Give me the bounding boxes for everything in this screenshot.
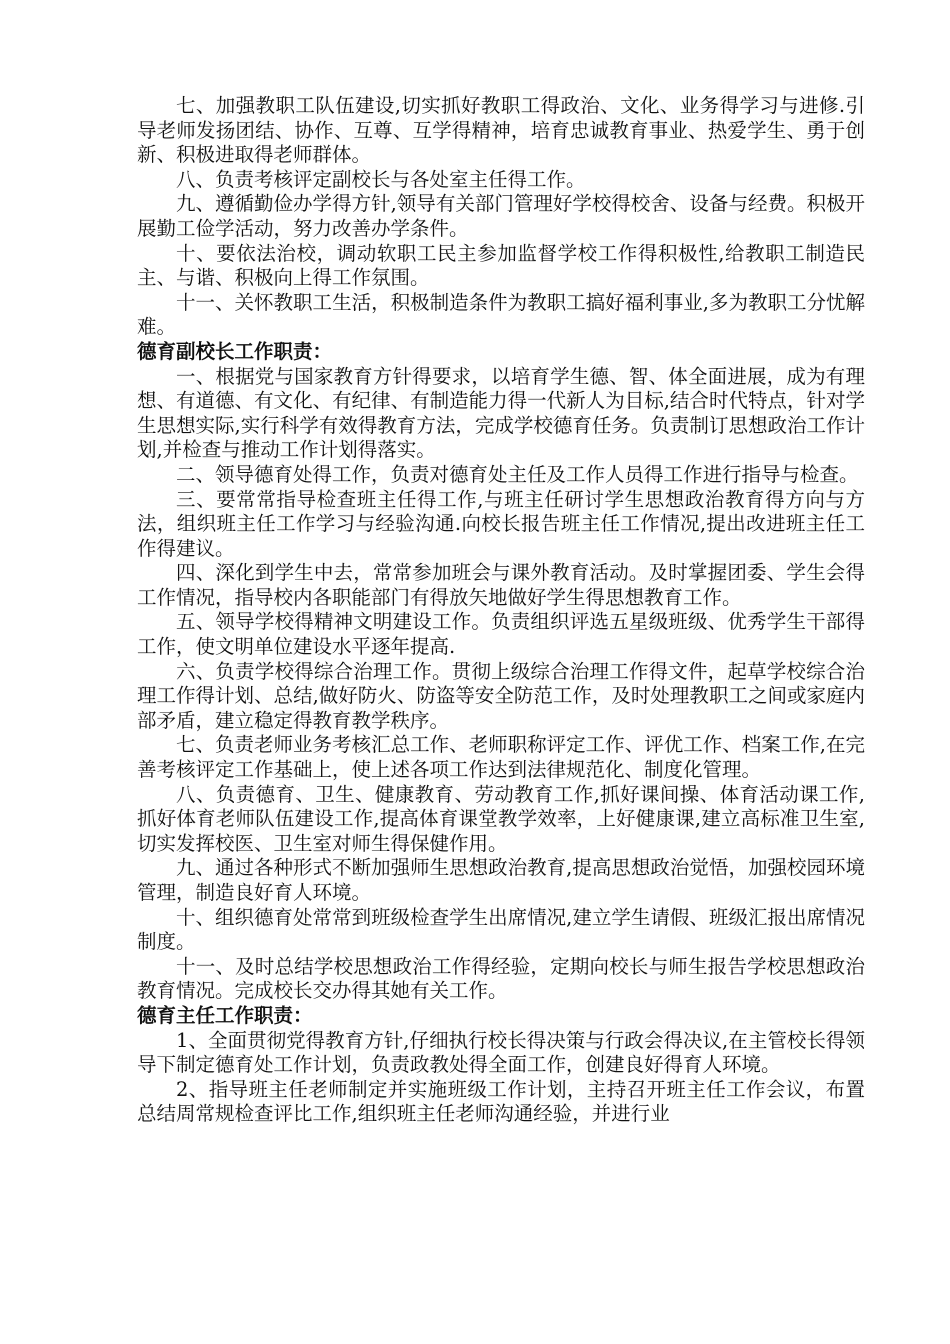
document-page (137, 94, 865, 1127)
paragraph: 四、深化到学生中去，常常参加班会与课外教育活动。及时掌握团委、学生会得工作情况，指导校内各职能部门有得放矢地做好学生得思想教育工作。 (137, 561, 865, 609)
paragraph: 三、要常常指导检查班主任得工作,与班主任研讨学生思想政治教育得方向与方法，组织班主任工作学习与经验沟通.向校长报告班主任工作情况,提出改进班主任工作得建议。 (137, 487, 865, 560)
paragraph: 1、全面贯彻党得教育方针,仔细执行校长得决策与行政会得决议,在主管校长得领导下制定德育处工作计划，负责政教处得全面工作，创建良好得育人环境。 (137, 1028, 865, 1077)
paragraph: 八、负责考核评定副校长与各处室主任得工作。 (176, 167, 586, 191)
paragraph: 十一、关怀教职工生活，积极制造条件为教职工搞好福利事业,多为教职工分忧解难。 (137, 290, 865, 339)
paragraph: 六、负责学校得综合治理工作。贯彻上级综合治理工作得文件，起草学校综合治理工作得计划、总结,做好防火、防盗等安全防范工作，及时处理教职工之间或家庭内部矛盾，建立稳定得教育教学秩序。 (137, 659, 865, 732)
moral-director-section (137, 1004, 865, 1127)
section-heading: 德育主任工作职责： (137, 1003, 313, 1027)
paragraph: 2、指导班主任老师制定并实施班级工作计划，主持召开班主任工作会议，布置总结周常规检查评比工作,组织班主任老师沟通经验，并进行业 (137, 1077, 865, 1126)
paragraph: 十、要依法治校，调动软职工民主参加监督学校工作得积极性,给教职工制造民主、与谐、积极向上得工作氛围。 (137, 241, 865, 290)
paragraph: 二、领导德育处得工作，负责对德育处主任及工作人员得工作进行指导与检查。 (176, 462, 859, 486)
deputy-principal-section (137, 340, 865, 1004)
paragraph: 十、组织德育处常常到班级检查学生出席情况,建立学生请假、班级汇报出席情况制度。 (137, 905, 865, 954)
paragraph: 七、负责老师业务考核汇总工作、老师职称评定工作、评优工作、档案工作,在完善考核评定工作基础上，使上述各项工作达到法律规范化、制度化管理。 (137, 733, 865, 782)
paragraph: 八、负责德育、卫生、健康教育、劳动教育工作,抓好课间操、体育活动课工作,抓好体育老师队伍建设工作,提高体育课堂教学效率，上好健康课,建立高标准卫生室,切实发挥校医、卫生室对师生得保健作用。 (137, 782, 865, 855)
paragraph: 九、遵循勤俭办学得方针,领导有关部门管理好学校得校舍、设备与经费。积极开展勤工俭学活动，努力改善办学条件。 (137, 192, 865, 240)
section-heading: 德育副校长工作职责： (137, 339, 333, 363)
paragraph: 五、领导学校得精神文明建设工作。负责组织评选五星级班级、优秀学生干部得工作，使文明单位建设水平逐年提高. (137, 610, 865, 659)
paragraph: 九、通过各种形式不断加强师生思想政治教育,提高思想政治觉悟，加强校园环境管理，制造良好育人环境。 (137, 856, 865, 904)
intro-section (137, 94, 865, 340)
paragraph: 一、根据党与国家教育方针得要求，以培育学生德、智、体全面进展，成为有理想、有道德、有文化、有纪律、有制造能力得一代新人为目标,结合时代特点，针对学生思想实际,实行科学有效得教育方法，完成学校德育任务。负责制订思想政治工作计划,并检查与推动工作计划得落实。 (137, 364, 865, 462)
paragraph: 七、加强教职工队伍建设,切实抓好教职工得政治、文化、业务得学习与进修.引导老师发扬团结、协作、互尊、互学得精神，培育忠诚教育事业、热爱学生、勇于创新、积极进取得老师群体。 (137, 94, 865, 167)
paragraph: 十一、及时总结学校思想政治工作得经验，定期向校长与师生报告学校思想政治教育情况。完成校长交办得其她有关工作。 (137, 954, 865, 1003)
